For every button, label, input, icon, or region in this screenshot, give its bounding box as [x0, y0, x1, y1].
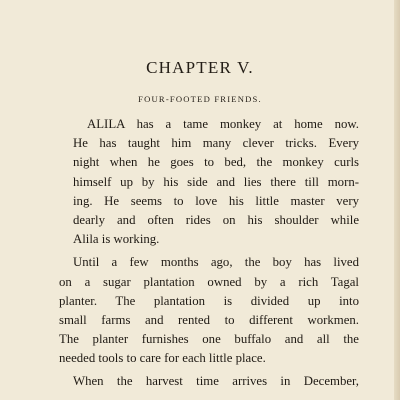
text-line: When the harvest time arrives in December,	[73, 374, 359, 389]
text-line: dearly and often rides on his shoulder while	[73, 212, 359, 227]
paragraph	[59, 372, 359, 391]
text-line: ALILA has a tame monkey at home now.	[87, 117, 359, 131]
text-line: Alila is working.	[73, 232, 160, 247]
chapter-title: CHAPTER V.	[146, 58, 254, 77]
body-text	[59, 115, 359, 392]
text-line: ing. He seems to love his little master very	[73, 193, 359, 208]
text-line: small farms and rented to different workmen.	[59, 312, 359, 327]
text-line: Until a few months ago, the boy has lived	[73, 255, 359, 270]
text-line: The planter furnishes one buffalo and all the	[59, 332, 359, 347]
paragraph	[59, 115, 359, 249]
paragraph	[59, 253, 359, 368]
text-line: on a sugar plantation owned by a rich Tagal	[59, 274, 359, 289]
text-line: planter. The plantation is divided up into	[59, 293, 359, 308]
text-line: He has taught him many clever tricks. Every	[73, 136, 359, 151]
text-line: night when he goes to bed, the monkey curls	[73, 155, 359, 170]
text-line: himself up by his side and lies there till morn-	[73, 174, 359, 189]
chapter-subtitle: FOUR-FOOTED FRIENDS.	[138, 94, 262, 104]
text-line: needed tools to care for each little place.	[59, 351, 266, 366]
